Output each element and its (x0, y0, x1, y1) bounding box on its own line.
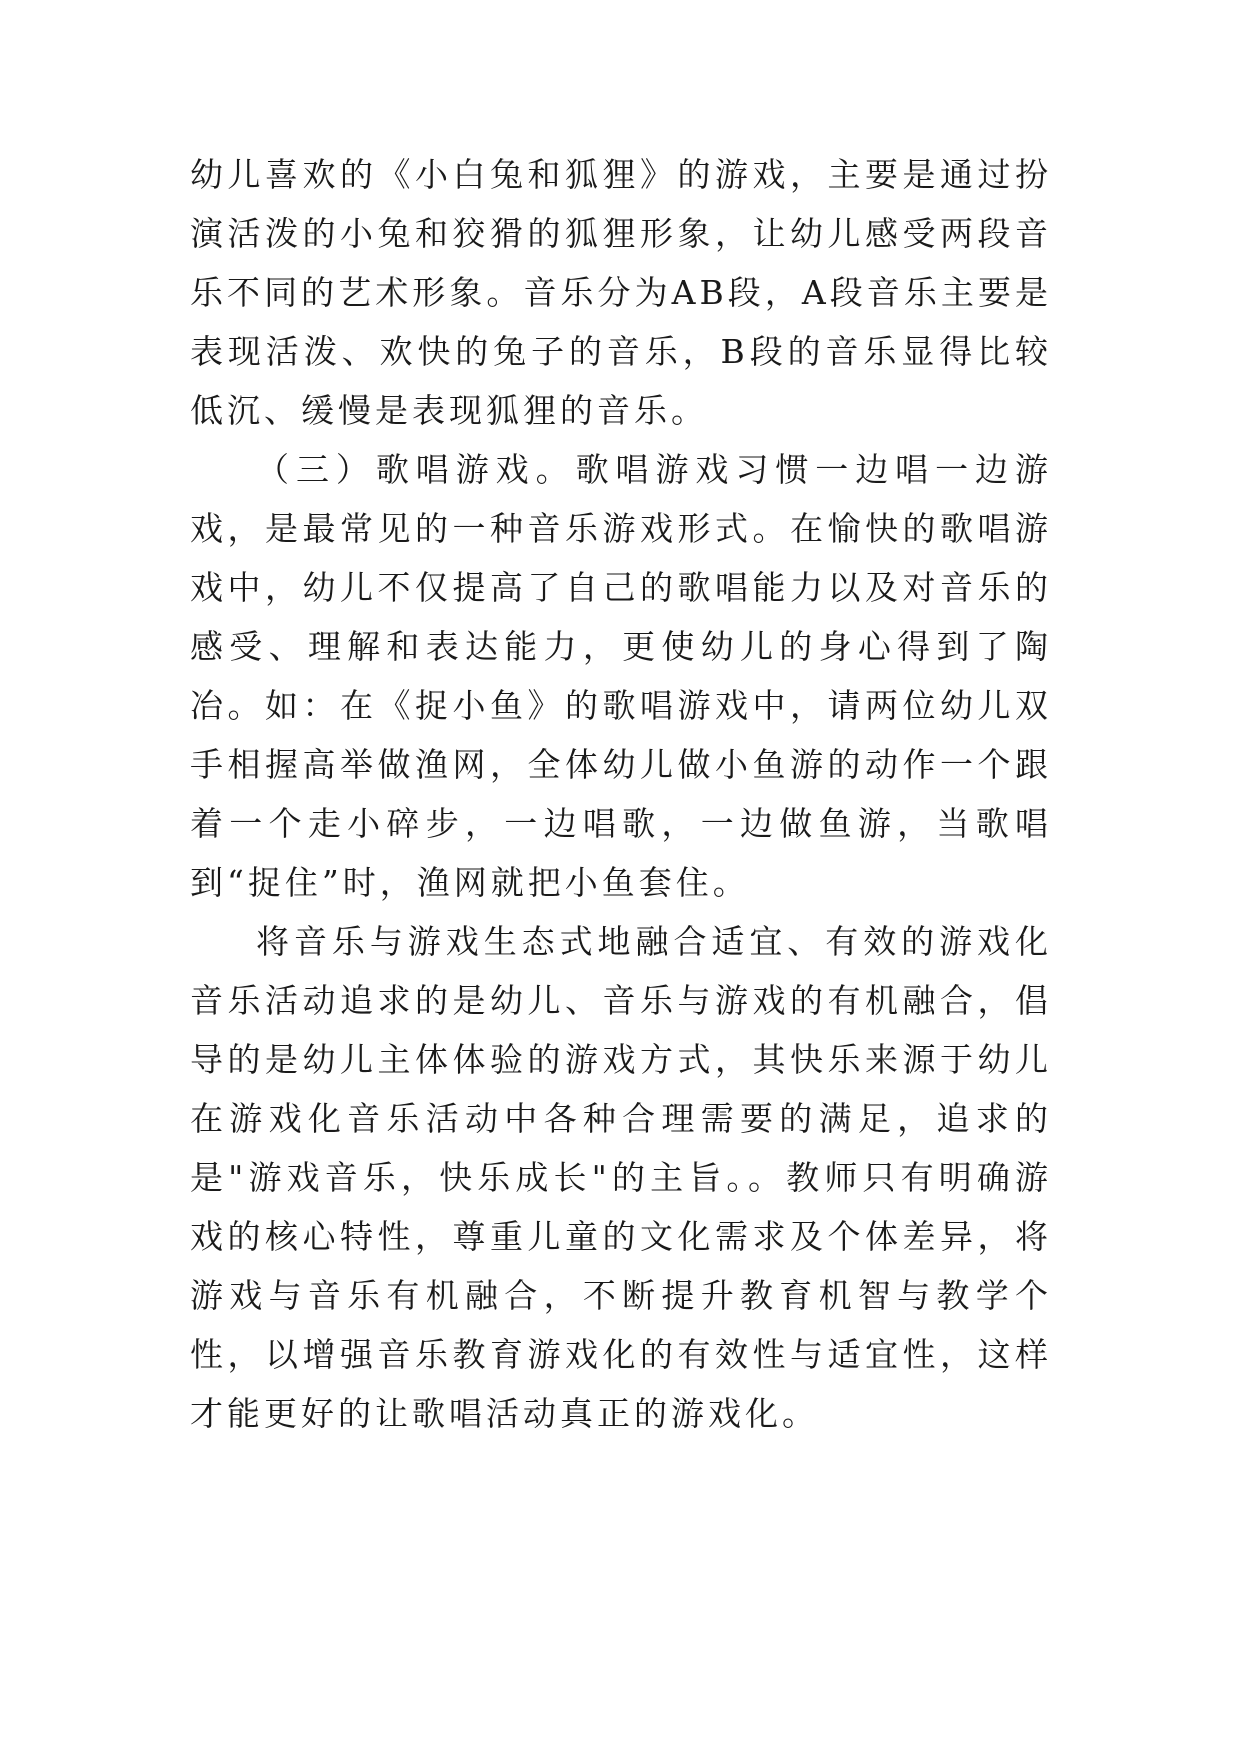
paragraph-singing-game: （三）歌唱游戏。歌唱游戏习惯一边唱一边游戏，是最常见的一种音乐游戏形式。在愉快的歌唱游戏中，幼儿不仅提高了自己的歌唱能力以及对音乐的感受、理解和表达能力，更使幼儿的身心得到了陶冶。如：在《捉小鱼》的歌唱游戏中，请两位幼儿双手相握高举做渔网，全体幼儿做小鱼游的动作一个跟着一个走小碎步，一边唱歌，一边做鱼游，当歌唱到“捉住”时，渔网就把小鱼套住。 (190, 450, 1052, 902)
paragraph-music-game-fusion: 将音乐与游戏生态式地融合适宜、有效的游戏化音乐活动追求的是幼儿、音乐与游戏的有机融合，倡导的是幼儿主体体验的游戏方式，其快乐来源于幼儿在游戏化音乐活动中各种合理需要的满足，追求的是"游戏音乐，快乐成长"的主旨。。教师只有明确游戏的核心特性，尊重儿童的文化需求及个体差异，将游戏与音乐有机融合，不断提升教育机智与教学个性，以增强音乐教育游戏化的有效性与适宜性，这样才能更好的让歌唱活动真正的游戏化。 (190, 922, 1052, 1433)
paragraph-rabbit-fox-game: 幼儿喜欢的《小白兔和狐狸》的游戏，主要是通过扮演活泼的小兔和狡猾的狐狸形象，让幼儿感受两段音乐不同的艺术形象。音乐分为AB段，A段音乐主要是表现活泼、欢快的兔子的音乐，B段的音乐显得比较低沉、缓慢是表现狐狸的音乐。 (190, 155, 1052, 430)
document-body (190, 145, 1052, 1443)
